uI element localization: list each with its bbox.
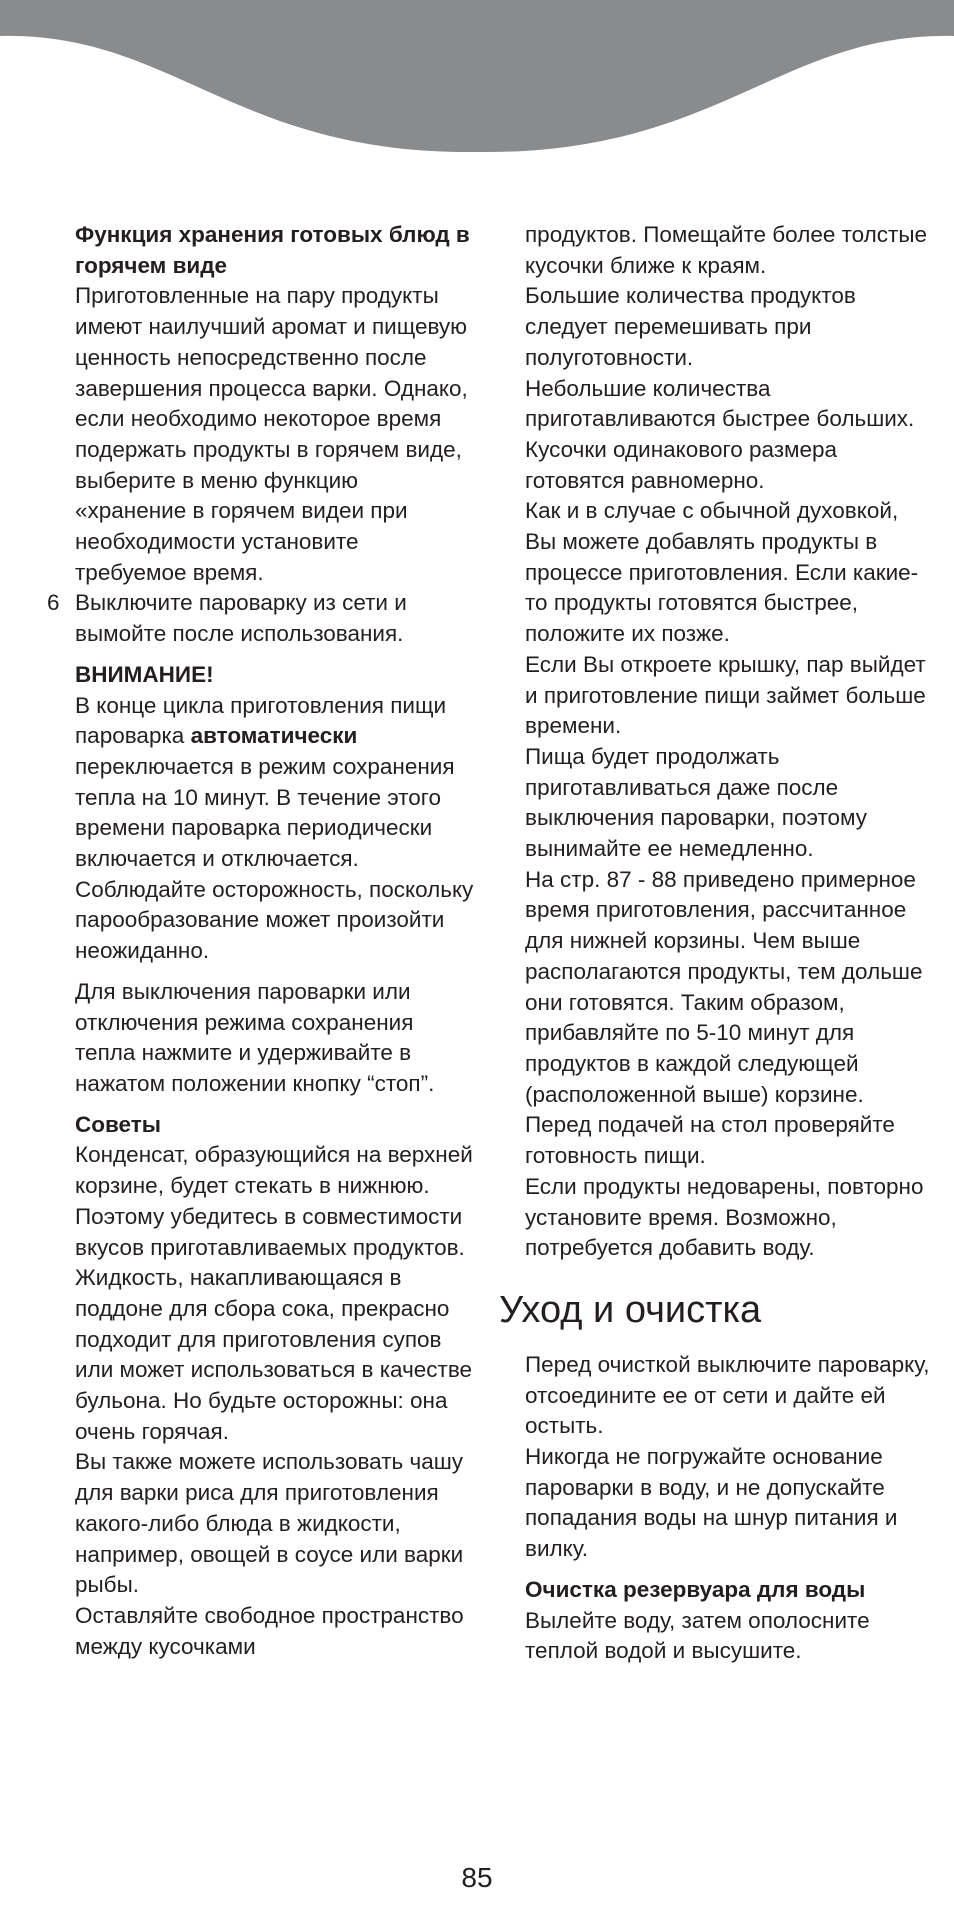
tip-condensate: Конденсат, образующийся на верхней корзине, будет стекать в нижнюю. Поэтому убедитесь в совместимости вкусов приготавливаемых продуктов. xyxy=(75,1142,473,1260)
tip-rice-bowl: Вы также можете использовать чашу для варки риса для приготовления какого-либо блюда в жидкости, например, овощей в соусе или варки рыбы. xyxy=(75,1449,464,1598)
tip-spacing: Оставляйте свободное пространство между кусочками xyxy=(75,1602,464,1659)
keep-warm-heading: Функция хранения готовых блюд в горячем виде xyxy=(75,222,470,278)
keep-warm-text: Приготовленные на пару продукты имеют наилучший аромат и пищевую ценность непосредственно после завершения процесса варки. Однако, если необходимо некоторое время подержать продукты в горячем виде, выберите в меню функцию «хранение в горячем видеи при необходимости установите требуемое время. xyxy=(75,283,468,585)
warning-text-start: В конце цикла приготовления пищи пароварка xyxy=(75,692,447,749)
stop-instruction: Для выключения пароварки или отключения режима сохранения тепла нажмите и удерживайте в нажатом положении кнопку “стоп”. xyxy=(75,978,435,1096)
care-text-1: Перед очисткой выключите пароварку, отсоедините ее от сети и дайте ей остыть. xyxy=(525,1351,930,1439)
warning-text-end: переключается в режим сохранения тепла на 10 минут. В течение этого времени пароварка периодически включается и отключается. Соблюдайте осторожность, поскольку парообразование может произойти неожиданно. xyxy=(75,753,474,964)
step-6 xyxy=(47,588,475,649)
left-column xyxy=(47,220,475,1662)
page-number: 85 xyxy=(461,1862,493,1893)
tip-continued-6: Если Вы откроете крышку, пар выйдет и приготовление пищи займет больше времени. xyxy=(525,651,926,739)
care-section-title: Уход и очистка xyxy=(499,1288,762,1331)
tips-heading: Советы xyxy=(75,1111,161,1137)
tip-continued-7: Пища будет продолжать приготавливаться даже после выключения пароварки, поэтому вынимайте ее немедленно. xyxy=(525,743,867,862)
tip-continued-5: Как и в случае с обычной духовкой, Вы можете добавлять продукты в процессе приготовления. Если какие-то продукты готовятся быстрее, положите их позже. xyxy=(525,498,919,647)
step-6-text: Выключите пароварку из сети и вымойте после использования. xyxy=(75,590,407,647)
tank-cleaning-heading: Очистка резервуара для воды xyxy=(525,1576,866,1602)
warning-text-bold: автоматически xyxy=(190,723,358,749)
care-text-2: Никогда не погружайте основание пароварки в воду, и не допускайте попадания воды на шнур питания и вилку. xyxy=(525,1444,898,1562)
tip-continued-4: Кусочки одинакового размера готовятся равномерно. xyxy=(525,436,838,493)
tip-juice: Жидкость, накапливающаяся в поддоне для сбора сока, прекрасно подходит для приготовления супов или может использоваться в качестве бульона. Но будьте осторожны: она очень горячая. xyxy=(75,1265,473,1444)
warning-heading: ВНИМАНИЕ! xyxy=(75,661,214,687)
tip-continued-8: На стр. 87 - 88 приведено примерное время приготовления, рассчитанное для нижней корзины. Чем выше располагаются продукты, тем дольше они готовятся. Таким образом, прибавляйте по 5-10 минут для продуктов в каждой следующей (расположенной выше) корзине. Перед подачей на стол проверяйте готовность пищи. xyxy=(525,866,923,1169)
step-6-number: 6 xyxy=(47,590,60,616)
tank-cleaning-text: Вылейте воду, затем ополосните теплой водой и высушите. xyxy=(525,1607,870,1664)
tip-continued-9: Если продукты недоварены, повторно установите время. Возможно, потребуется добавить воду. xyxy=(525,1173,924,1261)
tip-continued-3: Небольшие количества приготавливаются быстрее больших. xyxy=(525,375,915,432)
header-wave-band xyxy=(0,0,954,160)
tip-continued-2: Большие количества продуктов следует перемешивать при полуготовности. xyxy=(525,283,856,370)
warning-text xyxy=(75,691,475,967)
tip-continued-1: продуктов. Помещайте более толстые кусочки ближе к краям. xyxy=(525,222,928,278)
right-column xyxy=(499,220,930,1667)
